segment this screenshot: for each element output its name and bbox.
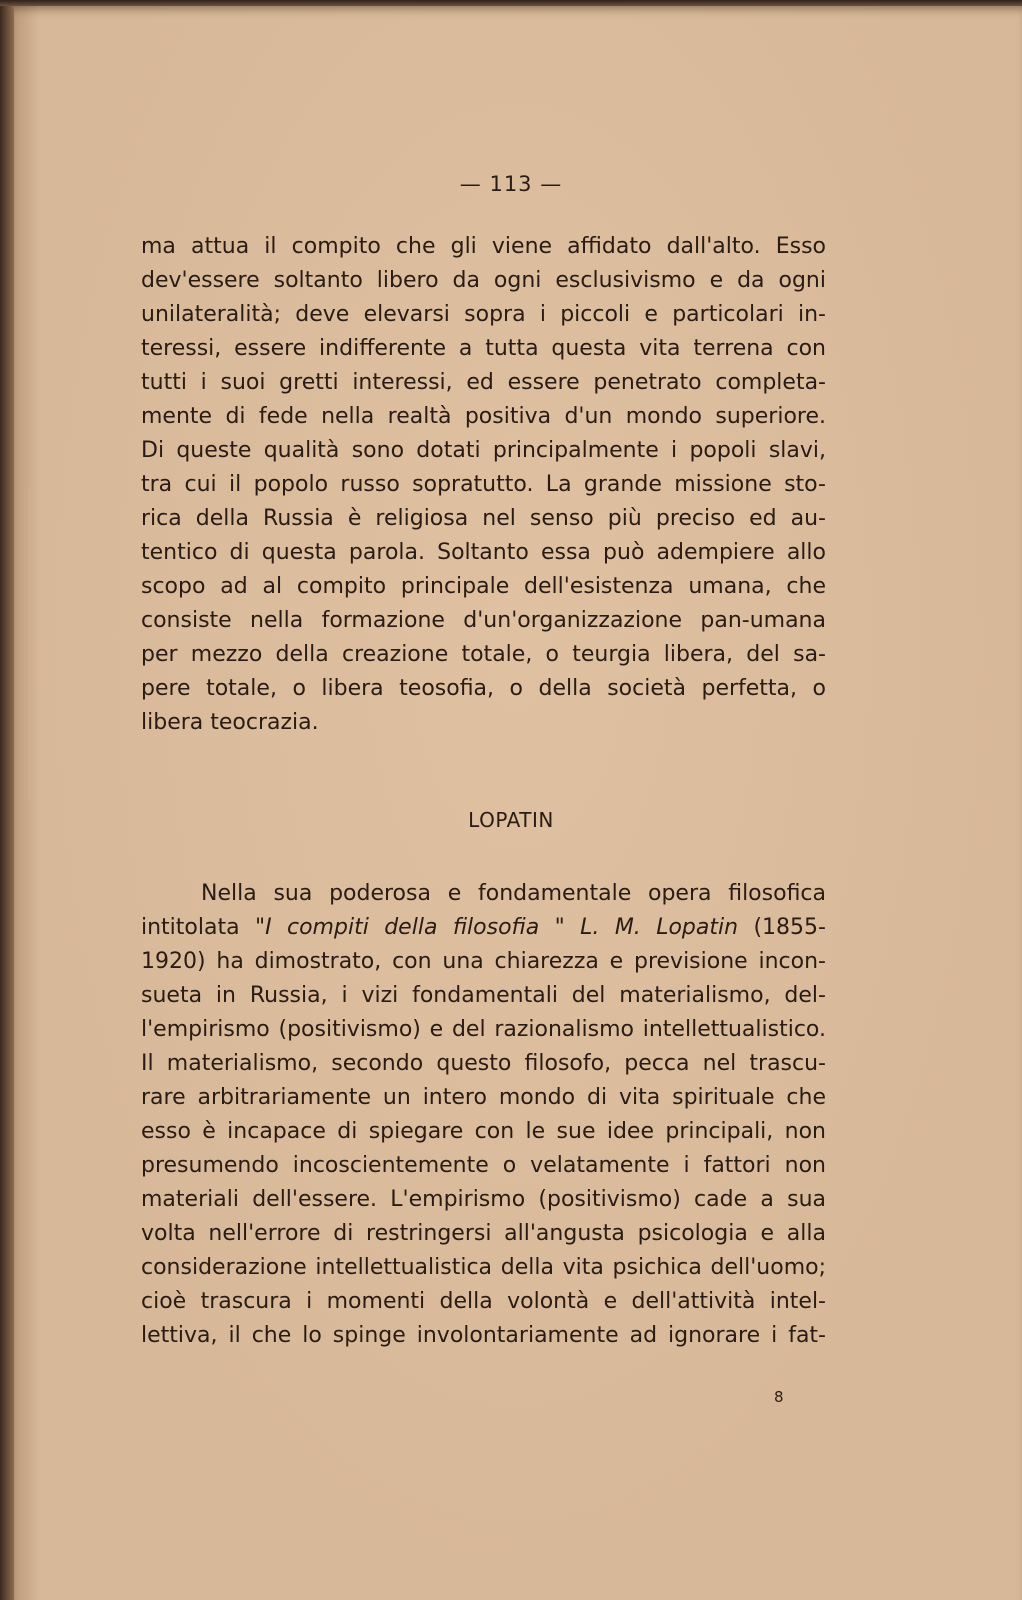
text-fragment: intitolata " [141,915,266,940]
text-line: mente di fede nella realtà positiva d'un mondo superiore. [141,404,826,429]
text-line: pere totale, o libera teosofia, o della società perfetta, o [141,676,826,701]
text-line: dev'essere soltanto libero da ogni esclusivismo e da ogni [141,268,826,293]
text-line: rica della Russia è religiosa nel senso più preciso ed au- [141,506,826,531]
book-title: I compiti della filosofia [265,915,540,940]
page-number: — 113 — [459,172,563,196]
text-line: scopo ad al compito principale dell'esistenza umana, che [141,574,826,599]
text-line: unilateralità; deve elevarsi sopra i piccoli e particolari in- [141,302,826,327]
text-line: presumendo incoscientemente o velatamente i fattori non [141,1153,826,1178]
text-line: 1920) ha dimostrato, con una chiarezza e previsione incon- [141,949,826,974]
paragraph-2 [141,877,826,1353]
text-fragment: " [539,915,581,940]
text-line: tentico di questa parola. Soltanto essa può adempiere allo [141,540,826,565]
text-line: libera teocrazia. [141,710,319,735]
text-line: Di queste qualità sono dotati principalmente i popoli slavi, [141,438,826,463]
text-line: Nella sua poderosa e fondamentale opera filosofica [201,881,826,906]
author-name: L. M. Lopatin [580,915,739,940]
text-line: ma attua il compito che gli viene affidato dall'alto. Esso [141,234,826,259]
text-line: tra cui il popolo russo sopratutto. La grande missione sto- [141,472,826,497]
text-line: considerazione intellettualistica della vita psichica dell'uomo; [141,1255,826,1280]
printer-signature-mark: 8 [774,1388,784,1406]
text-line: rare arbitrariamente un intero mondo di vita spirituale che [141,1085,826,1110]
text-line-with-title [141,911,826,945]
paragraph-1 [141,230,826,740]
book-spine-edge [0,0,14,1600]
text-line: tutti i suoi gretti interessi, ed essere penetrato completa- [141,370,826,395]
section-heading: LOPATIN [468,808,554,832]
text-line: l'empirismo (positivismo) e del razionalismo intellettualistico. [141,1017,826,1042]
text-line: consiste nella formazione d'un'organizzazione pan-umana [141,608,826,633]
text-fragment: (1855- [738,915,826,940]
text-line: Il materialismo, secondo questo filosofo, pecca nel trascu- [141,1051,826,1076]
text-line: cioè trascura i momenti della volontà e dell'attività intel- [141,1289,826,1314]
text-line: lettiva, il che lo spinge involontariamente ad ignorare i fat- [141,1323,826,1348]
text-line: sueta in Russia, i vizi fondamentali del materialismo, del- [141,983,826,1008]
text-line: per mezzo della creazione totale, o teurgia libera, del sa- [141,642,826,667]
text-line: volta nell'errore di restringersi all'angusta psicologia e alla [141,1221,826,1246]
text-line: esso è incapace di spiegare con le sue idee principali, non [141,1119,826,1144]
text-line: teressi, essere indifferente a tutta questa vita terrena con [141,336,826,361]
text-line: materiali dell'essere. L'empirismo (positivismo) cade a sua [141,1187,826,1212]
